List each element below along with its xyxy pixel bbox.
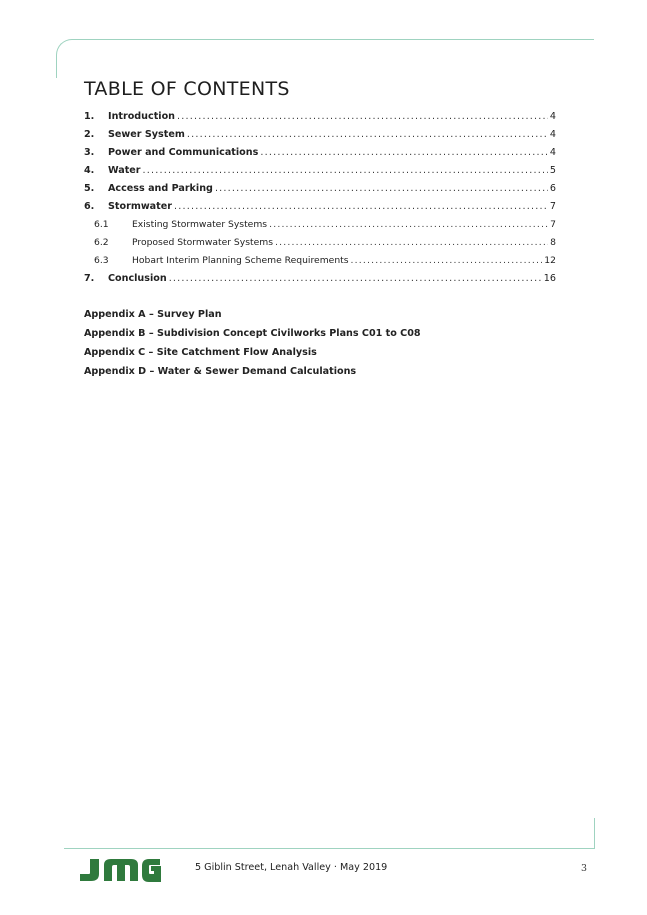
toc-leader-dots — [187, 129, 548, 140]
appendix-item[interactable]: Appendix B – Subdivision Concept Civilworks Plans C01 to C08 — [84, 328, 421, 339]
toc-entry-title: Water — [108, 165, 141, 176]
toc-leader-dots — [174, 201, 548, 212]
toc-entry[interactable] — [84, 230, 556, 248]
toc-entry-title: Power and Communications — [108, 147, 259, 158]
appendix-list — [84, 305, 421, 381]
toc-entry-number: 6.2 — [94, 237, 109, 248]
toc-entry-number: 2. — [84, 129, 95, 140]
toc-entry-page: 4 — [549, 147, 556, 158]
toc-entry-number: 4. — [84, 165, 95, 176]
toc-leader-dots — [269, 219, 548, 230]
toc-leader-dots — [143, 165, 548, 176]
toc-entry-number: 5. — [84, 183, 95, 194]
toc-entry[interactable] — [84, 176, 556, 194]
footer-page-number: 3 — [581, 863, 587, 874]
toc-entry-page: 12 — [544, 255, 556, 266]
toc-entry-page: 5 — [549, 165, 556, 176]
toc-entry[interactable] — [84, 104, 556, 122]
toc-entry-title: Existing Stormwater Systems — [132, 219, 268, 230]
toc-entry-page: 7 — [549, 201, 556, 212]
toc-entry-page: 16 — [543, 273, 556, 284]
page-frame-bottom — [64, 818, 595, 849]
table-of-contents — [84, 104, 556, 284]
toc-heading: TABLE OF CONTENTS — [84, 78, 290, 100]
toc-entry-title: Proposed Stormwater Systems — [132, 237, 273, 248]
toc-leader-dots — [260, 147, 548, 158]
appendix-item[interactable]: Appendix C – Site Catchment Flow Analysis — [84, 347, 317, 358]
toc-entry[interactable] — [84, 266, 556, 284]
toc-entry-number: 7. — [84, 273, 95, 284]
footer-address: 5 Giblin Street, Lenah Valley · May 2019 — [195, 862, 388, 873]
toc-entry[interactable] — [84, 212, 556, 230]
toc-entry[interactable] — [84, 248, 556, 266]
toc-entry-number: 6. — [84, 201, 95, 212]
appendix-item[interactable]: Appendix D – Water & Sewer Demand Calculations — [84, 366, 357, 377]
appendix-item[interactable]: Appendix A – Survey Plan — [84, 309, 222, 320]
toc-entry-number: 3. — [84, 147, 95, 158]
toc-entry[interactable] — [84, 194, 556, 212]
toc-leader-dots — [169, 273, 542, 284]
toc-entry-number: 1. — [84, 111, 95, 122]
jmg-logo-icon — [79, 857, 161, 883]
toc-entry-title: Stormwater — [108, 201, 172, 212]
toc-entry-number: 6.1 — [94, 219, 109, 230]
toc-entry-number: 6.3 — [94, 255, 109, 266]
toc-leader-dots — [215, 183, 548, 194]
toc-entry[interactable] — [84, 140, 556, 158]
toc-entry-title: Conclusion — [108, 273, 167, 284]
toc-entry-title: Access and Parking — [108, 183, 213, 194]
toc-entry-page: 4 — [549, 129, 556, 140]
toc-leader-dots — [275, 237, 548, 248]
toc-leader-dots — [177, 111, 548, 122]
toc-entry-page: 8 — [550, 237, 556, 248]
toc-entry[interactable] — [84, 158, 556, 176]
toc-entry-page: 6 — [549, 183, 556, 194]
toc-entry-page: 4 — [549, 111, 556, 122]
toc-entry-title: Sewer System — [108, 129, 185, 140]
toc-entry-page: 7 — [550, 219, 556, 230]
toc-entry[interactable] — [84, 122, 556, 140]
toc-entry-title: Introduction — [108, 111, 175, 122]
toc-leader-dots — [351, 255, 543, 266]
page-frame-top — [56, 39, 594, 78]
toc-entry-title: Hobart Interim Planning Scheme Requirements — [132, 255, 349, 266]
